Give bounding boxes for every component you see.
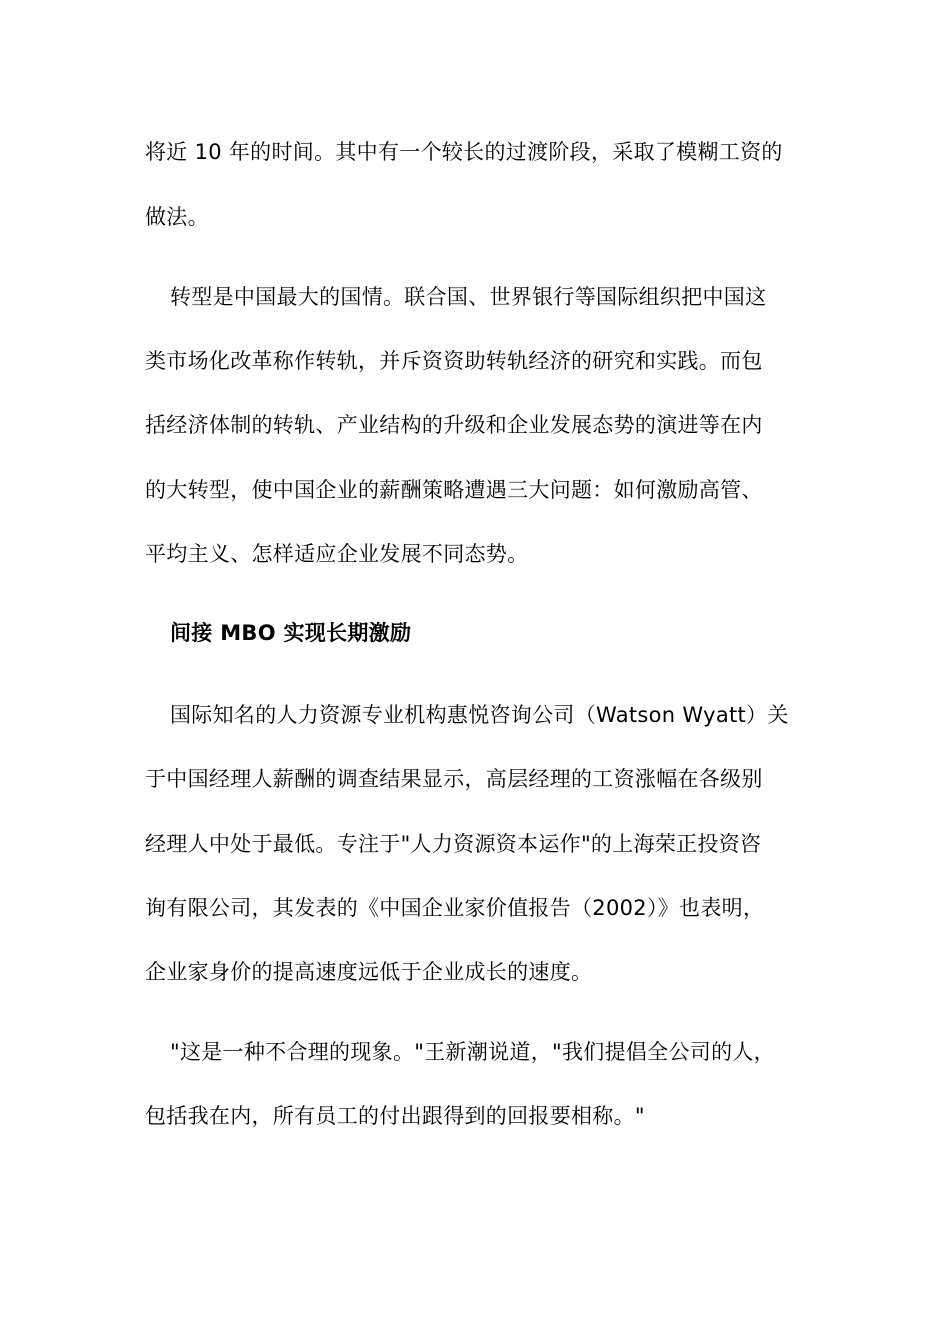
- paragraph-2-line-4: 的大转型，使中国企业的薪酬策略遭遇三大问题：如何激励高管、: [145, 478, 763, 502]
- paragraph-4-line-1: "这是一种不合理的现象。"王新潮说道，"我们提倡全公司的人，: [170, 1040, 775, 1064]
- paragraph-4-line-2: 包括我在内，所有员工的付出跟得到的回报要相称。": [145, 1104, 645, 1128]
- paragraph-3-line-4: 询有限公司，其发表的《中国企业家价值报告（2002）》也表明，: [145, 896, 765, 920]
- paragraph-3-line-3: 经理人中处于最低。专注于"人力资源资本运作"的上海荣正投资咨: [145, 832, 762, 856]
- paragraph-2-line-3: 括经济体制的转轨、产业结构的升级和企业发展态势的演进等在内: [145, 413, 763, 437]
- paragraph-1-line-2: 做法。: [145, 205, 209, 229]
- paragraph-2-line-2: 类市场化改革称作转轨，并斥资资助转轨经济的研究和实践。而包: [145, 349, 763, 373]
- paragraph-2-line-5: 平均主义、怎样适应企业发展不同态势。: [145, 542, 529, 566]
- paragraph-3-line-2: 于中国经理人薪酬的调查结果显示，高层经理的工资涨幅在各级别: [145, 767, 763, 791]
- section-heading: 间接 MBO 实现长期激励: [170, 621, 412, 645]
- paragraph-3-line-1: 国际知名的人力资源专业机构惠悦咨询公司（Watson Wyatt）关: [170, 703, 789, 727]
- paragraph-3-line-5: 企业家身价的提高速度远低于企业成长的速度。: [145, 960, 593, 984]
- paragraph-1-line-1: 将近 10 年的时间。其中有一个较长的过渡阶段，采取了模糊工资的: [145, 140, 783, 164]
- paragraph-2-line-1: 转型是中国最大的国情。联合国、世界银行等国际组织把中国这: [170, 285, 767, 309]
